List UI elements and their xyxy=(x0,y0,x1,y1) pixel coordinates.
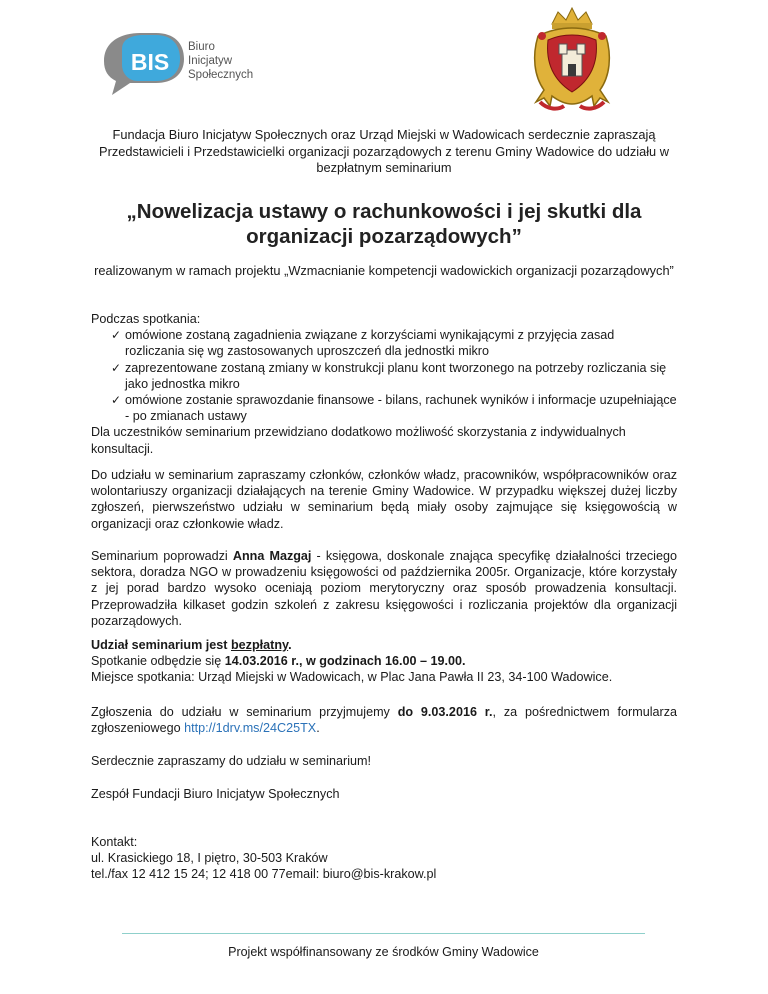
project-text: realizowanym w ramach projektu „Wzmacnianie kompetencji wadowickich organizacji pozarządowych” xyxy=(94,263,674,278)
free-line xyxy=(91,637,677,653)
event-details xyxy=(91,637,677,686)
list-item xyxy=(91,360,677,392)
bis-logo-mark xyxy=(100,27,270,99)
intro-text: Fundacja Biuro Inicjatyw Społecznych oraz Urząd Miejski w Wadowicach serdecznie zapraszają Przedstawicieli i Przedstawicielki organizacji pozarządowych z terenu Gminy Wadowice do udziału w bezpłatnym seminarium xyxy=(99,127,669,175)
meeting-heading: Podczas spotkania: xyxy=(91,312,201,326)
trainer-name: Anna Mazgaj xyxy=(232,549,312,563)
coat-of-arms-icon xyxy=(522,6,622,116)
contact-address: ul. Krasickiego 18, I piętro, 30-503 Kraków xyxy=(91,851,328,866)
signup-paragraph xyxy=(91,704,677,736)
place-line: Miejsce spotkania: Urząd Miejski w Wadowicach, w Plac Jana Pawła II 23, 34-100 Wadowice. xyxy=(91,670,613,685)
meeting-section xyxy=(91,311,677,457)
bis-mark-text: BIS xyxy=(130,49,170,75)
free-word: bezpłatny xyxy=(230,638,289,652)
contact-label: Kontakt: xyxy=(91,835,138,849)
list-item xyxy=(91,327,677,359)
bis-logo-line3: Społecznych xyxy=(188,69,254,81)
contact-phone-email: tel./fax 12 412 15 24; 12 418 00 77email: biuro@bis-krakow.pl xyxy=(91,867,437,882)
checkmark-icon: ✓ xyxy=(111,393,122,408)
agenda-item-3: omówione zostanie sprawozdanie finansowe - bilans, rachunek wyników i informacje uzupełniające - po zmianach ustawy xyxy=(125,393,677,424)
footer-text: Projekt współfinansowany ze środków Gminy Wadowice xyxy=(228,945,539,959)
agenda-item-2: zaprezentowane zostaną zmiany w konstrukcji planu kont tworzonego na potrzeby rozliczania się jako jednostka mikro xyxy=(125,360,667,391)
consultation-note: Dla uczestników seminarium przewidziano dodatkowo możliwość skorzystania z indywidualnych konsultacji. xyxy=(91,425,626,456)
checkmark-icon: ✓ xyxy=(111,328,122,343)
bis-logo-line2: Inicjatyw xyxy=(188,55,233,67)
trainer-paragraph xyxy=(91,548,677,629)
invite-paragraph: Do udziału w seminarium zapraszamy członków, członków władz, pracowników, współpracowników oraz wolontariuszy organizacji działających na terenie Gminy Wadowice. W przypadku większej dużej liczby zgłoszeń, pierwszeństwo udziału w seminarium będą miały osoby zajmujące się księgowością w organizacji oraz członkowie władz. xyxy=(91,468,677,531)
bis-logo xyxy=(100,27,270,99)
free-dot: . xyxy=(288,638,292,652)
contact-block xyxy=(91,834,677,883)
trainer-bio: - księgowa, doskonale znająca specyfikę działalności trzeciego sektora, doradza NGO w prowadzeniu księgowości od października 2005r. Organizacje, które korzystały z jej porad bardzo wysoko oceniają poziom merytoryczny oraz sposób prowadzenia konsultacji. Przeprowadziła kilkaset godzin szkoleń z zakresu księgowości i rozliczania projektów dla organizacji pozarządowych. xyxy=(91,549,677,628)
wadowice-coat-of-arms xyxy=(522,6,622,116)
signup-middle: , za pośrednictwem formularza zgłoszeniowego xyxy=(91,705,677,736)
checkmark-icon: ✓ xyxy=(111,360,122,375)
signup-form-link[interactable]: http://1drv.ms/24C25TX xyxy=(184,721,317,736)
free-lead: Udział seminarium jest xyxy=(91,638,231,652)
date-line xyxy=(91,653,677,669)
agenda-item-1: omówione zostaną zagadnienia związane z korzyściami wynikającymi z przyjęcia zasad rozliczania się wg zastosowanych uproszczeń dla jednostki mikro xyxy=(125,328,615,359)
footer-divider xyxy=(122,933,645,934)
signup-deadline: do 9.03.2016 r. xyxy=(397,705,493,719)
event-date: 14.03.2016 r., w godzinach 16.00 – 19.00. xyxy=(224,654,466,669)
agenda-list xyxy=(91,327,677,424)
closing-invitation: Serdecznie zapraszamy do udziału w seminarium! xyxy=(91,754,371,768)
trainer-lead: Seminarium poprowadzi xyxy=(91,549,233,563)
list-item xyxy=(91,392,677,424)
signup-lead: Zgłoszenia do udziału w seminarium przyjmujemy xyxy=(91,705,398,719)
signature-team: Zespół Fundacji Biuro Inicjatyw Społecznych xyxy=(91,787,340,801)
bis-logo-line1: Biuro xyxy=(188,41,215,53)
seminar-title: „Nowelizacja ustawy o rachunkowości i jej skutki dla organizacji pozarządowych” xyxy=(126,200,642,248)
signup-end: . xyxy=(316,721,320,736)
date-lead: Spotkanie odbędzie się xyxy=(91,654,225,669)
